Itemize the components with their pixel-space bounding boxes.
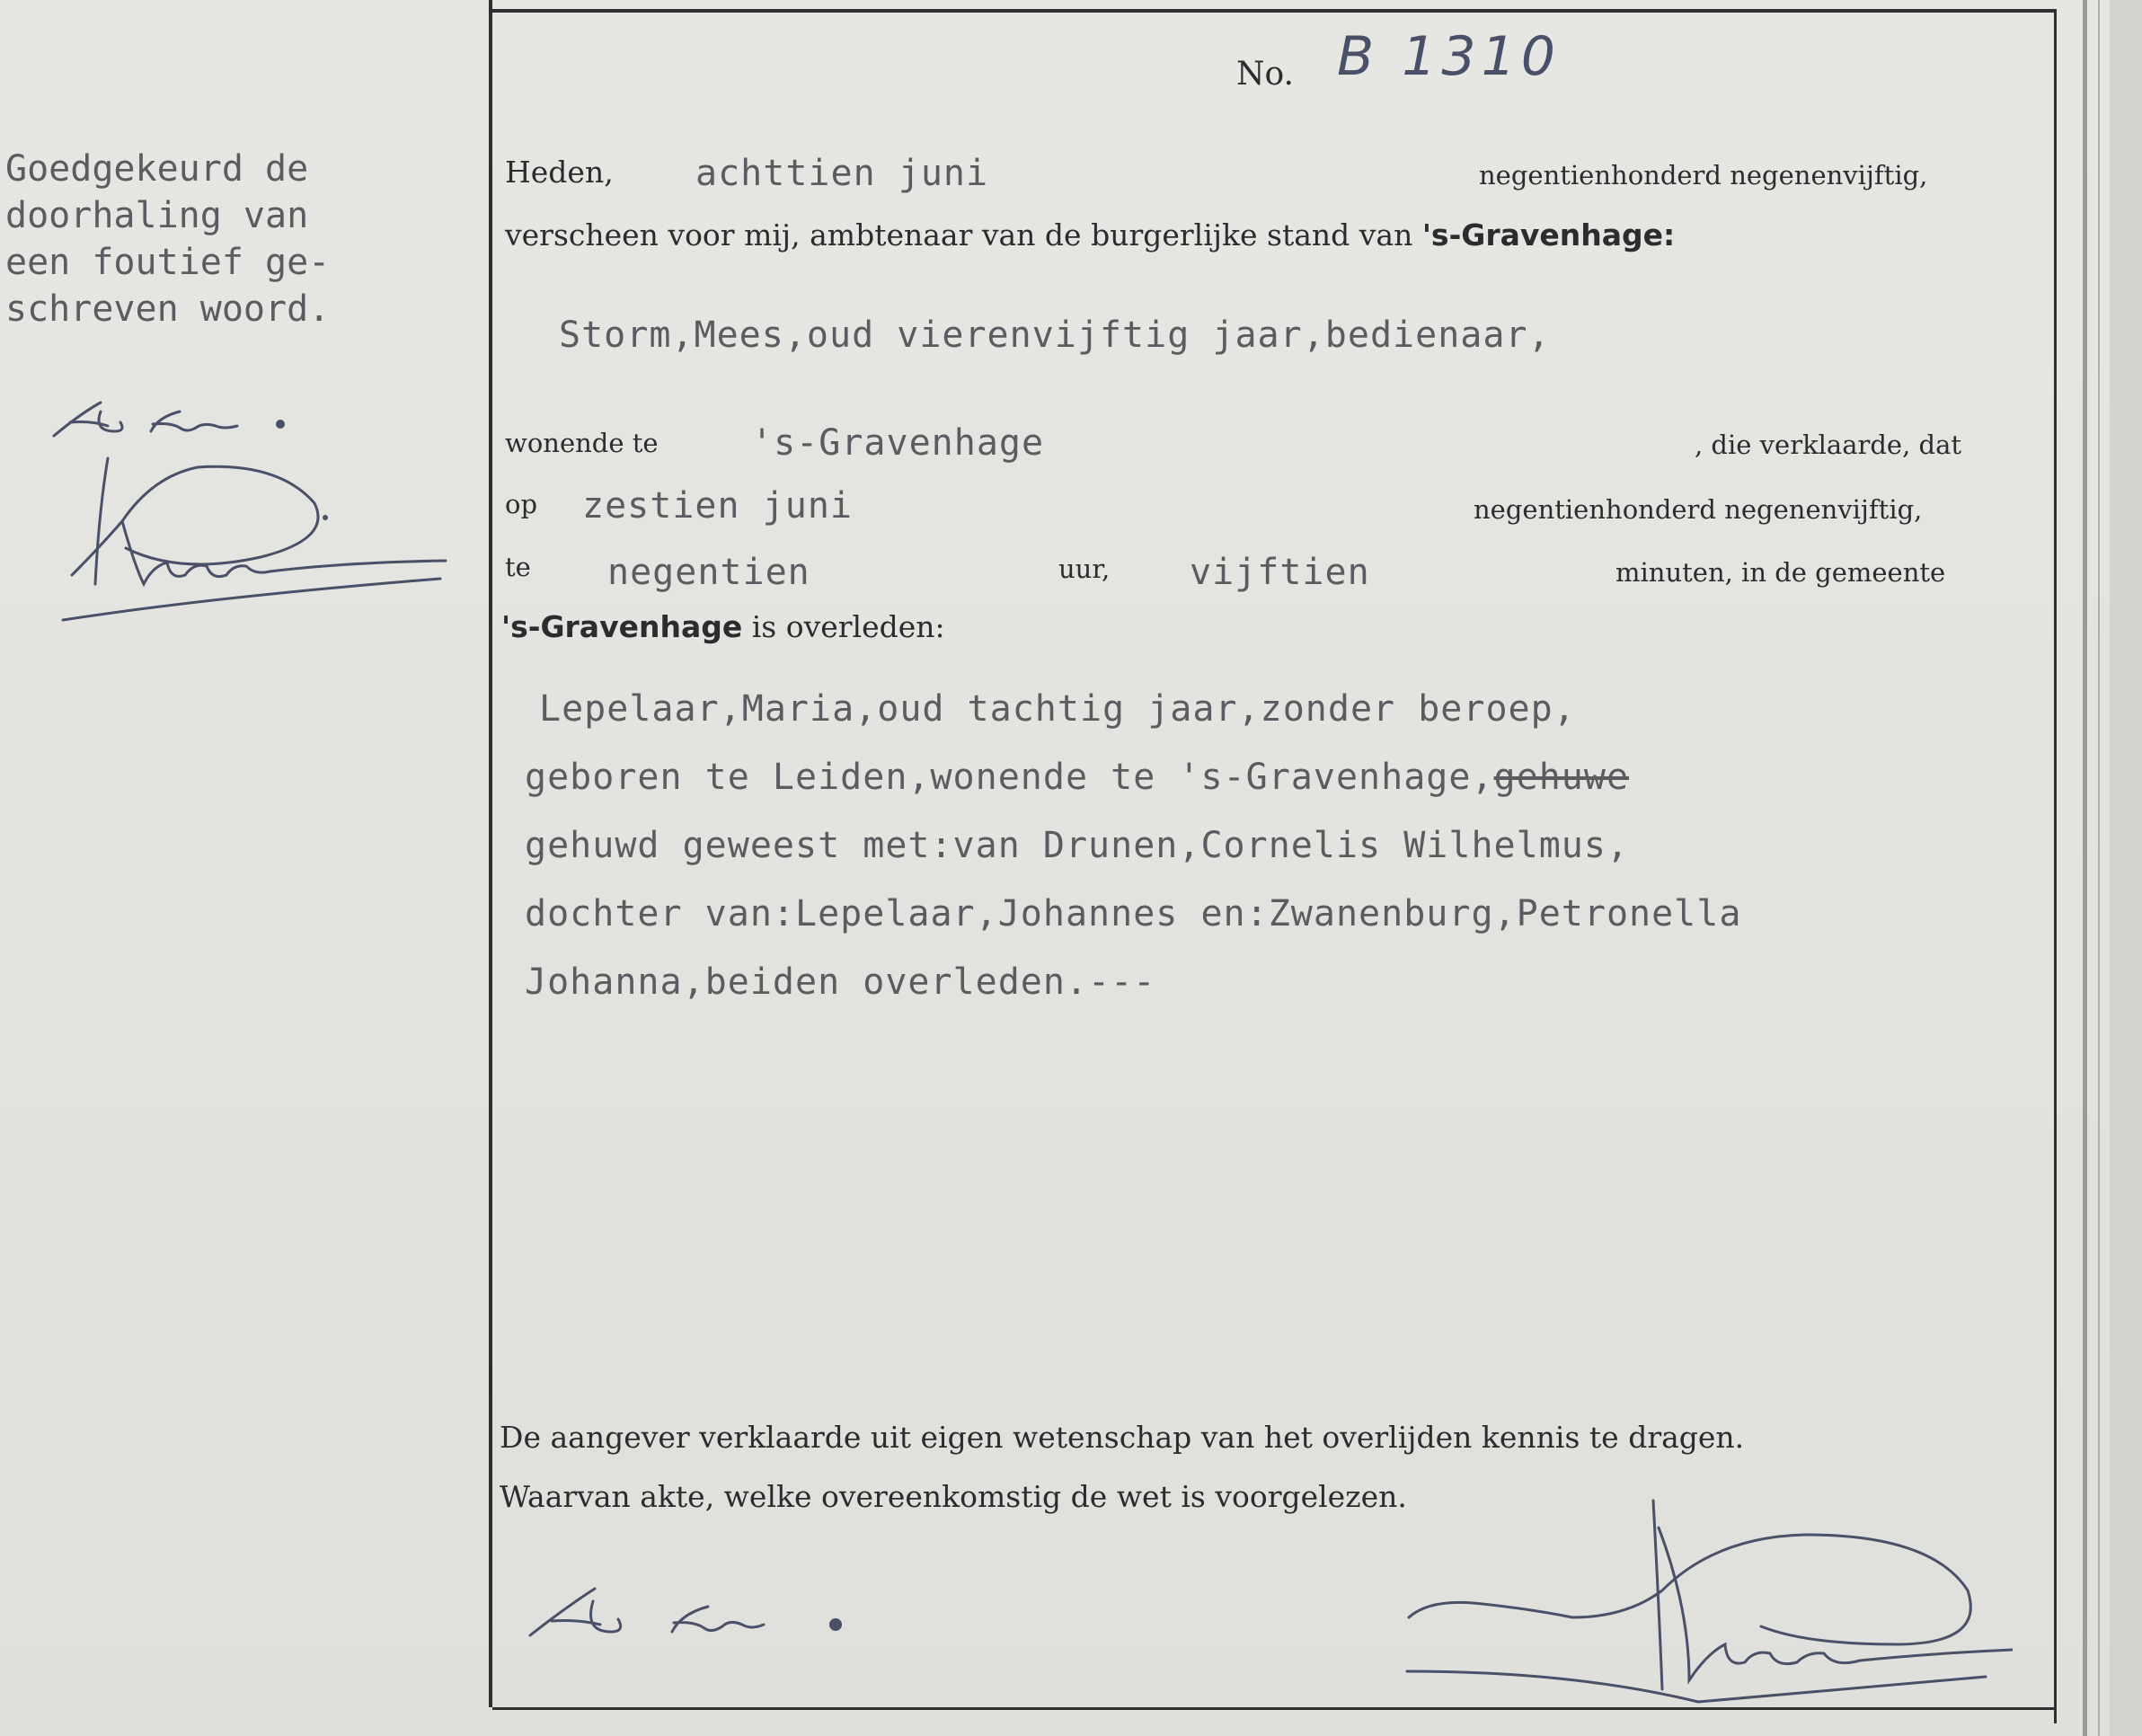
deceased-line-2-text: geboren te Leiden,wonende te 's-Gravenhage, (525, 757, 1494, 798)
book-edge-margin (2110, 0, 2142, 1736)
margin-official-signature (36, 440, 458, 638)
death-time-suffix: minuten, in de gemeente (1615, 557, 1946, 588)
death-date: zestien juni (582, 485, 853, 527)
death-year: negentienhonderd negenenvijftig, (1474, 494, 1923, 525)
death-hour: negentien (607, 552, 810, 593)
death-minutes: vijftien (1190, 552, 1370, 593)
margin-note-line: Goedgekeurd de (5, 148, 309, 190)
deceased-line-1: Lepelaar,Maria,oud tachtig jaar,zonder beroep, (539, 688, 1576, 730)
deceased-line-5: Johanna,beiden overleden.--- (525, 961, 1156, 1003)
label-te: te (505, 552, 531, 582)
form-left-border (489, 0, 492, 1707)
deceased-line-3: gehuwd geweest met:van Drunen,Cornelis Wilhelmus, (525, 825, 1630, 866)
margin-note (5, 146, 473, 332)
residence-suffix: , die verklaarde, dat (1695, 430, 1962, 460)
margin-note-line: schreven woord. (5, 288, 331, 330)
form-right-border (2054, 9, 2057, 1723)
handwritten-number: B 1310 (1337, 25, 1561, 88)
closing-line-1: De aangever verklaarde uit eigen wetenschap van het overlijden kennis te dragen. (500, 1420, 1745, 1455)
deceased-line-2 (525, 757, 1629, 798)
label-uur: uur, (1058, 554, 1111, 584)
closing-line-2: Waarvan akte, welke overeenkomstig de wet is voorgelezen. (500, 1479, 1407, 1514)
number-label: No. (1236, 56, 1294, 93)
appearance-line (505, 217, 1675, 252)
death-place-city: 's-Gravenhage (501, 609, 743, 644)
label-wonende-te: wonende te (505, 428, 659, 458)
deceased-line-4: dochter van:Lepelaar,Johannes en:Zwanenburg,Petronella (525, 893, 1742, 934)
form-bottom-border (492, 1707, 2056, 1710)
appearance-city: 's-Gravenhage: (1421, 217, 1676, 252)
margin-note-line: doorhaling van (5, 195, 309, 236)
registration-year: negentienhonderd negenenvijftig, (1479, 160, 1928, 190)
form-top-border (492, 9, 2056, 13)
book-edge (2083, 0, 2087, 1736)
struck-word: gehuwe (1493, 757, 1630, 798)
registration-date: achttien juni (695, 153, 989, 194)
label-heden: Heden, (505, 155, 614, 190)
book-edge-line (2098, 0, 2100, 1736)
appearance-text: verscheen voor mij, ambtenaar van de burgerlijke stand van (505, 217, 1413, 252)
declarant-details: Storm,Mees,oud vierenvijftig jaar,bedienaar, (559, 314, 1551, 356)
label-op: op (505, 489, 538, 519)
death-place-suffix: is overleden: (751, 609, 945, 644)
registrar-signature (1393, 1492, 2013, 1707)
death-place-line (501, 609, 945, 644)
declarant-residence: 's-Gravenhage (751, 422, 1045, 464)
margin-note-line: een foutief ge- (5, 242, 331, 283)
declarant-signature (519, 1581, 861, 1653)
